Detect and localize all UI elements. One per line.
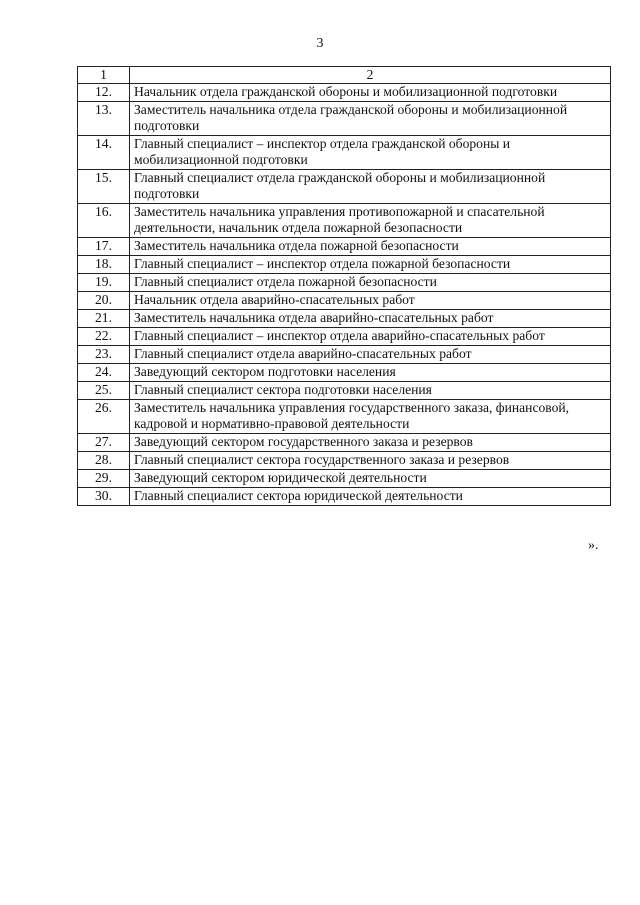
row-number: 26. — [78, 400, 130, 434]
table-row — [78, 400, 611, 434]
table-row — [78, 238, 611, 256]
position-title: Заместитель начальника отдела пожарной безопасности — [130, 238, 611, 256]
table-row — [78, 292, 611, 310]
table-row — [78, 274, 611, 292]
page-number: 3 — [316, 36, 324, 51]
table-row — [78, 310, 611, 328]
row-number: 24. — [78, 364, 130, 382]
row-number: 23. — [78, 346, 130, 364]
table-row — [78, 364, 611, 382]
position-title: Главный специалист отдела гражданской обороны и мобилизационной подготовки — [130, 170, 611, 204]
row-number: 22. — [78, 328, 130, 346]
column-header-position: 2 — [130, 67, 611, 84]
row-number: 30. — [78, 488, 130, 506]
position-title: Начальник отдела гражданской обороны и мобилизационной подготовки — [130, 84, 611, 102]
table-header-row — [78, 67, 611, 84]
table-row — [78, 470, 611, 488]
position-title: Главный специалист – инспектор отдела гражданской обороны и мобилизационной подготовки — [130, 136, 611, 170]
position-title: Главный специалист сектора государственного заказа и резервов — [130, 452, 611, 470]
position-title: Главный специалист – инспектор отдела пожарной безопасности — [130, 256, 611, 274]
position-title: Главный специалист отдела аварийно-спасательных работ — [130, 346, 611, 364]
row-number: 12. — [78, 84, 130, 102]
position-title: Начальник отдела аварийно-спасательных работ — [130, 292, 611, 310]
table-row — [78, 488, 611, 506]
position-title: Заведующий сектором подготовки населения — [130, 364, 611, 382]
table-row — [78, 204, 611, 238]
closing-quote: ». — [588, 538, 599, 553]
table-row — [78, 382, 611, 400]
position-title: Заместитель начальника управления государственного заказа, финансовой, кадровой и нормативно-правовой деятельности — [130, 400, 611, 434]
row-number: 21. — [78, 310, 130, 328]
position-title: Заместитель начальника управления противопожарной и спасательной деятельности, начальник отдела пожарной безопасности — [130, 204, 611, 238]
position-title: Заместитель начальника отдела гражданской обороны и мобилизационной подготовки — [130, 102, 611, 136]
row-number: 28. — [78, 452, 130, 470]
table-row — [78, 170, 611, 204]
row-number: 20. — [78, 292, 130, 310]
table-row — [78, 102, 611, 136]
row-number: 19. — [78, 274, 130, 292]
position-title: Главный специалист – инспектор отдела аварийно-спасательных работ — [130, 328, 611, 346]
row-number: 29. — [78, 470, 130, 488]
table-row — [78, 136, 611, 170]
column-header-number: 1 — [78, 67, 130, 84]
row-number: 15. — [78, 170, 130, 204]
position-title: Главный специалист сектора юридической деятельности — [130, 488, 611, 506]
table-row — [78, 452, 611, 470]
row-number: 18. — [78, 256, 130, 274]
table-row — [78, 434, 611, 452]
row-number: 13. — [78, 102, 130, 136]
table-row — [78, 346, 611, 364]
row-number: 17. — [78, 238, 130, 256]
row-number: 14. — [78, 136, 130, 170]
table-row — [78, 328, 611, 346]
positions-table — [77, 66, 611, 506]
position-title: Главный специалист отдела пожарной безопасности — [130, 274, 611, 292]
row-number: 27. — [78, 434, 130, 452]
position-title: Главный специалист сектора подготовки населения — [130, 382, 611, 400]
row-number: 16. — [78, 204, 130, 238]
row-number: 25. — [78, 382, 130, 400]
table-row — [78, 84, 611, 102]
position-title: Заместитель начальника отдела аварийно-спасательных работ — [130, 310, 611, 328]
table-row — [78, 256, 611, 274]
position-title: Заведующий сектором государственного заказа и резервов — [130, 434, 611, 452]
table-body — [78, 84, 611, 506]
position-title: Заведующий сектором юридической деятельности — [130, 470, 611, 488]
